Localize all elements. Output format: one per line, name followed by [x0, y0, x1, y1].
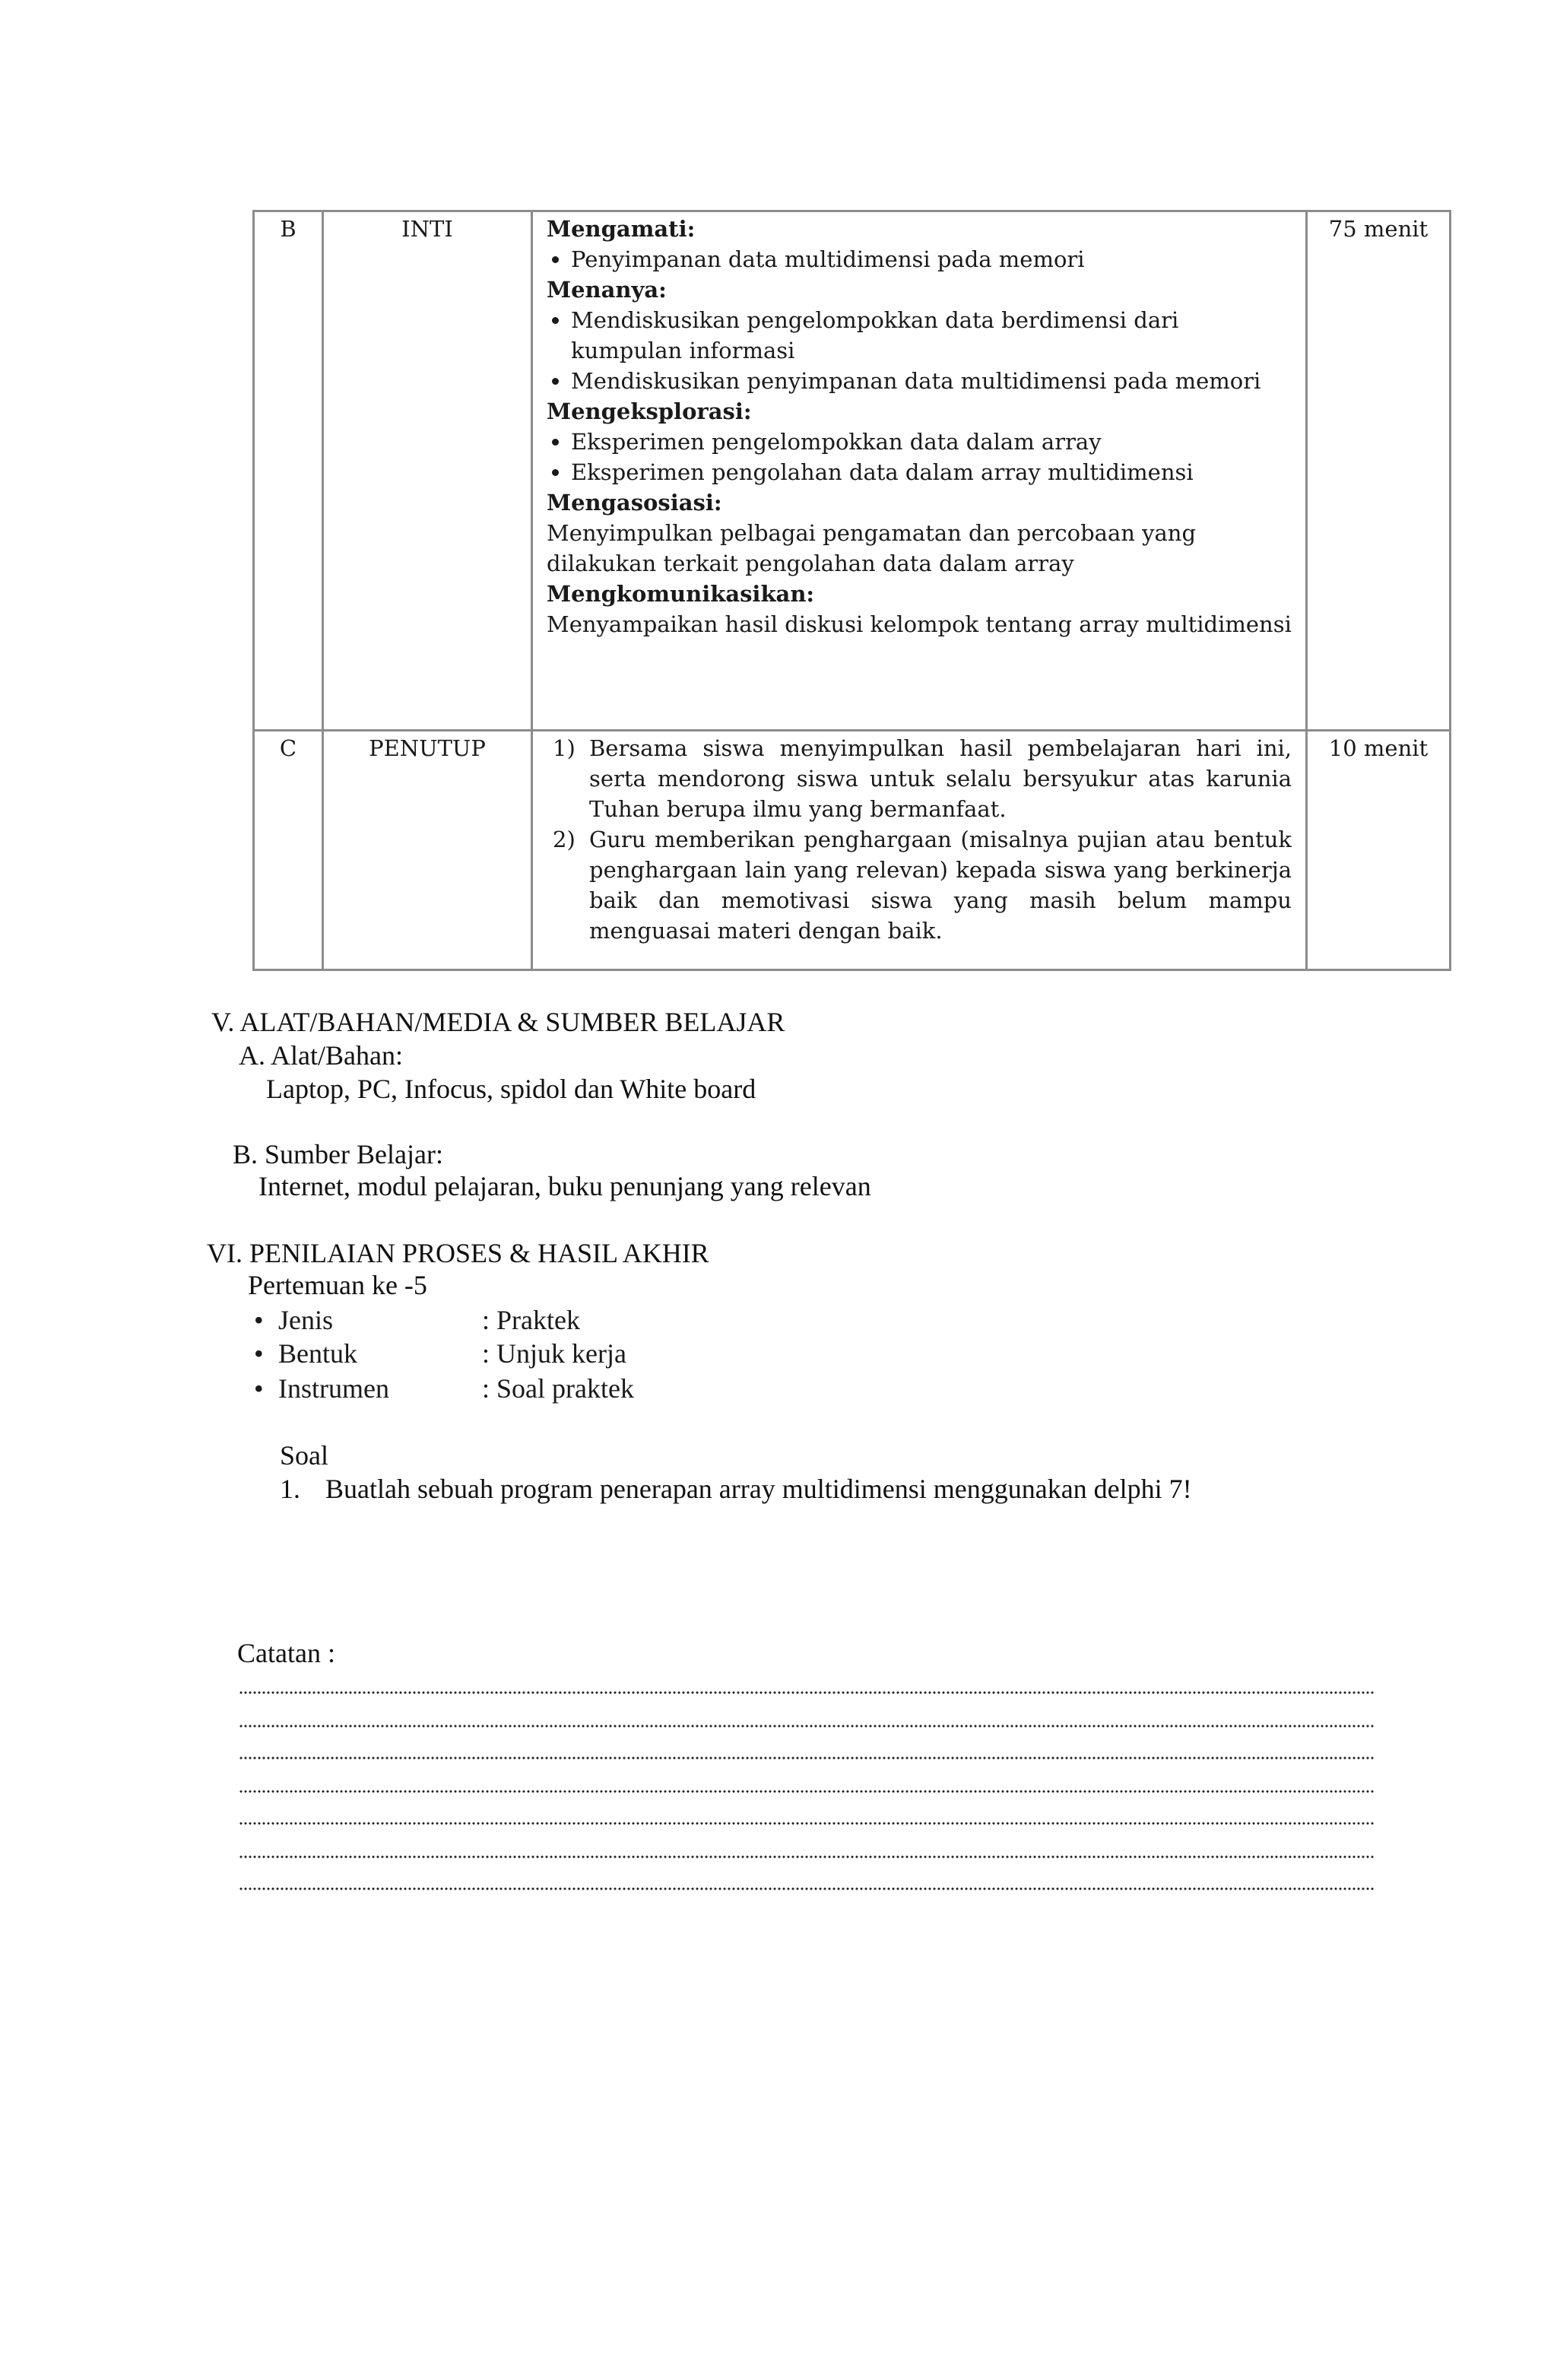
section-heading: Mengeksplorasi:: [547, 398, 752, 424]
assessment-value: : Soal praktek: [482, 1373, 634, 1404]
row-code: C: [254, 731, 323, 970]
list-item: [553, 824, 1292, 946]
note-line: [239, 1756, 1375, 1760]
section-heading: Mengasosiasi:: [547, 490, 722, 516]
section-5-title: V. ALAT/BAHAN/MEDIA & SUMBER BELAJAR: [211, 1007, 785, 1037]
row-description: [532, 731, 1307, 970]
section-6-title: VI. PENILAIAN PROSES & HASIL AKHIR: [207, 1238, 709, 1268]
bullet-list: [547, 427, 1292, 487]
bullet-list: [547, 244, 1292, 274]
row-duration: 75 menit: [1307, 211, 1451, 731]
table-row: [254, 731, 1451, 970]
question-text: Buatlah sebuah program penerapan array multidimensi menggunakan delphi 7!: [325, 1474, 1192, 1504]
note-line: [239, 1887, 1375, 1890]
tools-text: Laptop, PC, Infocus, spidol dan White board: [266, 1074, 756, 1104]
note-line: [239, 1855, 1375, 1858]
note-line: [239, 1725, 1375, 1728]
row-duration: 10 menit: [1307, 731, 1451, 970]
item-number: 1): [553, 735, 576, 761]
meeting-label: Pertemuan ke -5: [248, 1270, 427, 1300]
bullet-list: [547, 305, 1292, 396]
list-item: • Mendiskusikan penyimpanan data multidimensi pada memori: [571, 366, 1292, 396]
section-text: Menyimpulkan pelbagai pengamatan dan percobaan yang dilakukan terkait pengolahan data dalam array: [547, 520, 1197, 576]
note-line: [239, 1691, 1375, 1694]
tools-label: A. Alat/Bahan:: [239, 1040, 403, 1071]
sources-text: Internet, modul pelajaran, buku penunjang yang relevan: [258, 1171, 871, 1201]
section-heading: Menanya:: [547, 277, 667, 303]
row-stage-name: PENUTUP: [323, 731, 532, 970]
sources-label: B. Sumber Belajar:: [233, 1139, 443, 1169]
note-line: [239, 1790, 1375, 1793]
table-row: [254, 211, 1451, 731]
question-label: Soal: [280, 1440, 329, 1471]
assessment-label: Jenis: [278, 1305, 333, 1335]
assessment-label: Bentuk: [278, 1338, 357, 1369]
list-item: • Penyimpanan data multidimensi pada memori: [571, 244, 1292, 274]
bullet: •: [254, 1338, 264, 1369]
list-item: • Mendiskusikan pengelompokkan data berdimensi dari kumpulan informasi: [571, 305, 1292, 366]
row-code: B: [254, 211, 323, 731]
section-text: Menyampaikan hasil diskusi kelompok tentang array multidimensi: [547, 611, 1292, 637]
item-text: Bersama siswa menyimpulkan hasil pembelajaran hari ini, serta mendorong siswa untuk selalu bersyukur atas karunia Tuhan berupa ilmu yang bermanfaat.: [589, 735, 1292, 822]
notes-label: Catatan :: [237, 1638, 335, 1668]
numbered-list: [547, 733, 1292, 946]
row-stage-name: INTI: [323, 211, 532, 731]
item-text: Guru memberikan penghargaan (misalnya pujian atau bentuk penghargaan lain yang relevan) kepada siswa yang berkinerja baik dan memotivasi siswa yang masih belum mampu menguasai materi dengan baik.: [589, 827, 1292, 944]
assessment-value: : Praktek: [482, 1305, 580, 1335]
list-item: [553, 733, 1292, 824]
assessment-label: Instrumen: [278, 1373, 389, 1404]
question-number: 1.: [280, 1474, 300, 1504]
item-number: 2): [553, 827, 576, 852]
activity-table: [252, 210, 1451, 971]
assessment-value: : Unjuk kerja: [482, 1338, 626, 1369]
section-heading: Mengamati:: [547, 216, 696, 242]
list-item: • Eksperimen pengolahan data dalam array multidimensi: [571, 457, 1292, 487]
list-item: • Eksperimen pengelompokkan data dalam array: [571, 427, 1292, 457]
bullet: •: [254, 1305, 264, 1335]
row-description: [532, 211, 1307, 731]
section-heading: Mengkomunikasikan:: [547, 581, 815, 607]
bullet: •: [254, 1373, 264, 1404]
note-line: [239, 1822, 1375, 1825]
